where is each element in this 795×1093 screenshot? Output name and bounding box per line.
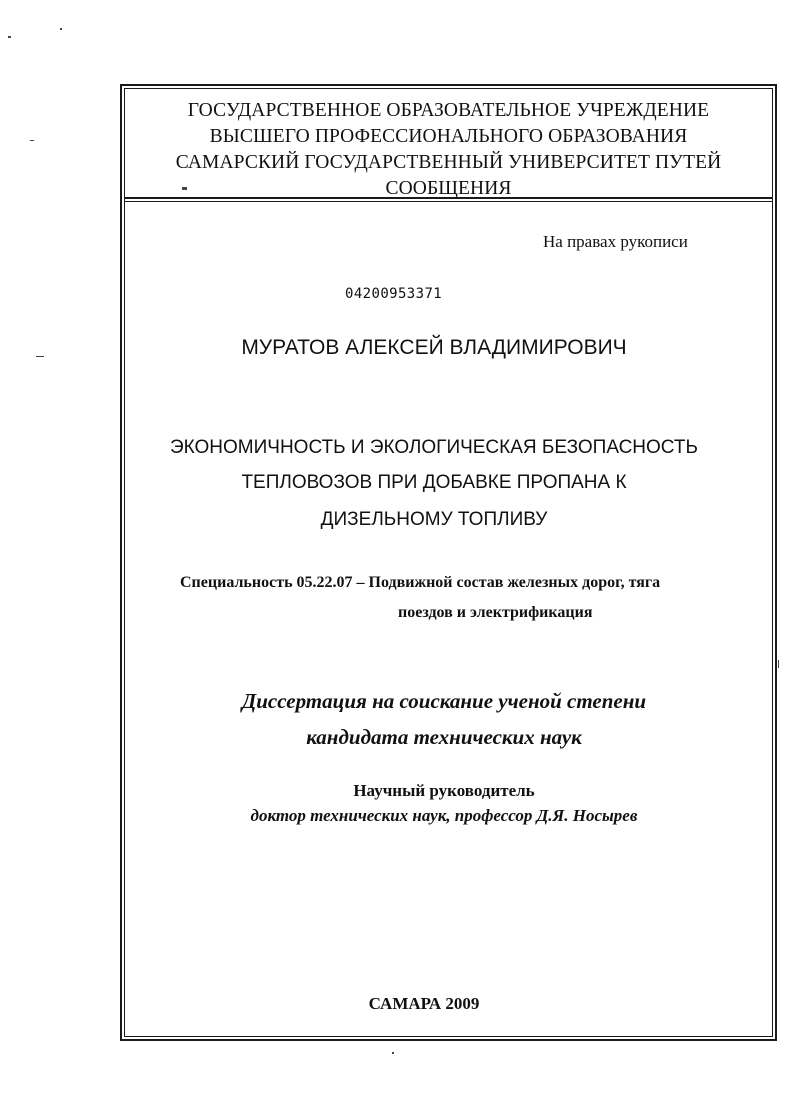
institution-line-1: ГОСУДАРСТВЕННОЕ ОБРАЗОВАТЕЛЬНОЕ УЧРЕЖДЕНИЕ xyxy=(187,100,710,121)
author-name: МУРАТОВ АЛЕКСЕЙ ВЛАДИМИРОВИЧ xyxy=(241,336,627,359)
scan-speck xyxy=(30,140,34,141)
scan-speck xyxy=(392,1052,394,1054)
dissertation-line-2: кандидата технических наук xyxy=(306,725,582,749)
supervisor-name: доктор технических наук, профессор Д.Я. Носырев xyxy=(250,806,638,825)
specialty-line-1: Специальность 05.22.07 – Подвижной состав железных дорог, тяга xyxy=(180,574,661,591)
thesis-title-line-3: ДИЗЕЛЬНОМУ ТОПЛИВУ xyxy=(320,509,548,530)
institution-line-3: САМАРСКИЙ ГОСУДАРСТВЕННЫЙ УНИВЕРСИТЕТ ПУТЕЙ xyxy=(175,152,722,173)
header-divider-inner xyxy=(124,201,773,202)
manuscript-rights-note: На правах рукописи xyxy=(543,232,688,251)
scan-speck xyxy=(60,28,62,30)
specialty-line-2: поездов и электрификация xyxy=(398,604,593,621)
page-border-inner xyxy=(124,88,773,1037)
institution-line-2: ВЫСШЕГО ПРОФЕССИОНАЛЬНОГО ОБРАЗОВАНИЯ xyxy=(209,126,688,147)
scan-speck xyxy=(8,36,11,38)
thesis-title-line-2: ТЕПЛОВОЗОВ ПРИ ДОБАВКЕ ПРОПАНА К xyxy=(241,472,627,493)
thesis-title-line-1: ЭКОНОМИЧНОСТЬ И ЭКОЛОГИЧЕСКАЯ БЕЗОПАСНОСТЬ xyxy=(170,437,698,458)
scan-speck xyxy=(36,356,44,357)
scan-speck xyxy=(182,187,187,190)
dissertation-line-1: Диссертация на соискание ученой степени xyxy=(241,689,647,713)
institution-line-4: СООБЩЕНИЯ xyxy=(385,178,512,199)
city-year: САМАРА 2009 xyxy=(368,994,480,1013)
catalog-number: 04200953371 xyxy=(345,286,443,302)
scan-speck xyxy=(778,660,779,668)
supervisor-label: Научный руководитель xyxy=(353,781,535,800)
